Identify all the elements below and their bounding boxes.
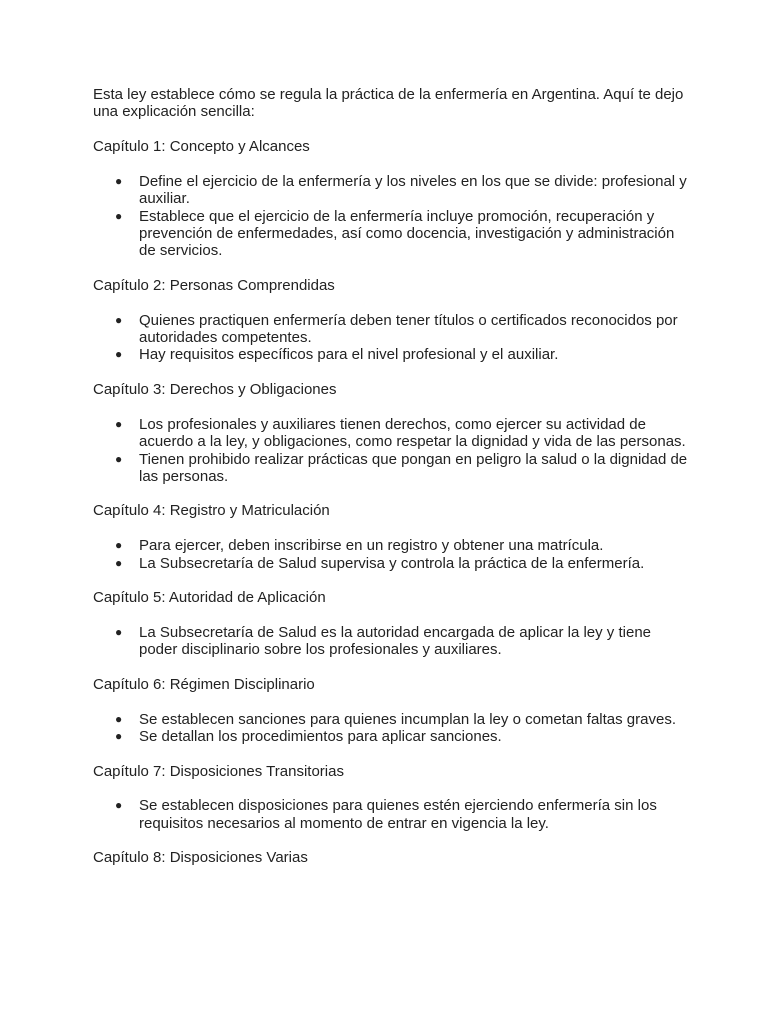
chapter-title: Capítulo 1: Concepto y Alcances bbox=[93, 137, 310, 155]
chapter-8 bbox=[93, 849, 688, 866]
chapter-7 bbox=[93, 763, 688, 833]
bullet-icon: ● bbox=[115, 208, 123, 223]
list-item-text: Hay requisitos específicos para el nivel profesional y el auxiliar. bbox=[139, 346, 559, 364]
bullet-icon: ● bbox=[115, 711, 123, 726]
list-item bbox=[115, 415, 688, 451]
bullet-icon: ● bbox=[115, 555, 123, 570]
list-item-text: Establece que el ejercicio de la enfermería incluye promoción, recuperación y prevención de enfermedades, así como docencia, investigación y administración de servicios. bbox=[139, 207, 675, 260]
bullet-list bbox=[93, 312, 688, 364]
list-item bbox=[115, 624, 688, 659]
chapter-title: Capítulo 8: Disposiciones Varias bbox=[93, 849, 308, 867]
bullet-icon: ● bbox=[115, 625, 123, 640]
bullet-icon: ● bbox=[115, 451, 123, 466]
chapter-title: Capítulo 5: Autoridad de Aplicación bbox=[93, 589, 326, 607]
chapter-4 bbox=[93, 502, 688, 572]
bullet-icon: ● bbox=[115, 798, 123, 813]
chapter-title: Capítulo 7: Disposiciones Transitorias bbox=[93, 762, 344, 780]
chapter-title: Capítulo 2: Personas Comprendidas bbox=[93, 276, 335, 294]
list-item bbox=[115, 710, 688, 728]
bullet-list bbox=[93, 797, 688, 832]
bullet-list bbox=[93, 624, 688, 659]
list-item-text: Tienen prohibido realizar prácticas que pongan en peligro la salud o la dignidad de las personas. bbox=[139, 450, 688, 485]
bullet-list bbox=[93, 711, 688, 746]
list-item bbox=[115, 537, 688, 555]
chapter-title: Capítulo 3: Derechos y Obligaciones bbox=[93, 380, 337, 398]
bullet-list bbox=[93, 537, 688, 572]
list-item-text: Se detallan los procedimientos para aplicar sanciones. bbox=[139, 728, 502, 746]
list-item-text: Define el ejercicio de la enfermería y los niveles en los que se divide: profesional y auxiliar. bbox=[139, 172, 687, 208]
bullet-icon: ● bbox=[115, 312, 123, 327]
list-item bbox=[115, 346, 688, 364]
bullet-icon: ● bbox=[115, 173, 123, 188]
chapter-title: Capítulo 6: Régimen Disciplinario bbox=[93, 675, 315, 693]
list-item-text: Se establecen sanciones para quienes incumplan la ley o cometan faltas graves. bbox=[139, 710, 676, 728]
list-item bbox=[115, 450, 688, 486]
list-item bbox=[115, 554, 688, 572]
bullet-icon: ● bbox=[115, 538, 123, 553]
chapter-title: Capítulo 4: Registro y Matriculación bbox=[93, 502, 330, 520]
bullet-icon: ● bbox=[115, 416, 123, 431]
list-item-text: Los profesionales y auxiliares tienen derechos, como ejercer su actividad de acuerdo a la ley, y obligaciones, como respetar la dignidad y vida de las personas. bbox=[139, 415, 686, 451]
chapter-1 bbox=[93, 138, 688, 260]
list-item-text: La Subsecretaría de Salud es la autoridad encargada de aplicar la ley y tiene poder disciplinario sobre los profesionales y auxiliares. bbox=[139, 624, 651, 659]
list-item bbox=[115, 728, 688, 746]
bullet-list bbox=[93, 416, 688, 486]
bullet-icon: ● bbox=[115, 729, 123, 744]
bullet-icon: ● bbox=[115, 347, 123, 362]
list-item bbox=[115, 172, 688, 208]
chapter-2 bbox=[93, 277, 688, 364]
list-item bbox=[115, 311, 688, 347]
list-item-text: La Subsecretaría de Salud supervisa y controla la práctica de la enfermería. bbox=[139, 554, 645, 572]
list-item-text: Se establecen disposiciones para quienes estén ejerciendo enfermería sin los requisitos necesarios al momento de entrar en vigencia la ley. bbox=[139, 797, 657, 832]
chapter-3 bbox=[93, 381, 688, 486]
chapter-6 bbox=[93, 676, 688, 746]
intro-paragraph: Esta ley establece cómo se regula la práctica de la enfermería en Argentina. Aquí te dejo una explicación sencilla: bbox=[93, 86, 684, 121]
list-item-text: Quienes practiquen enfermería deben tener títulos o certificados reconocidos por autoridades competentes. bbox=[139, 311, 678, 347]
chapter-5 bbox=[93, 589, 688, 659]
list-item bbox=[115, 207, 688, 260]
list-item bbox=[115, 797, 688, 832]
list-item-text: Para ejercer, deben inscribirse en un registro y obtener una matrícula. bbox=[139, 537, 604, 555]
bullet-list bbox=[93, 173, 688, 260]
